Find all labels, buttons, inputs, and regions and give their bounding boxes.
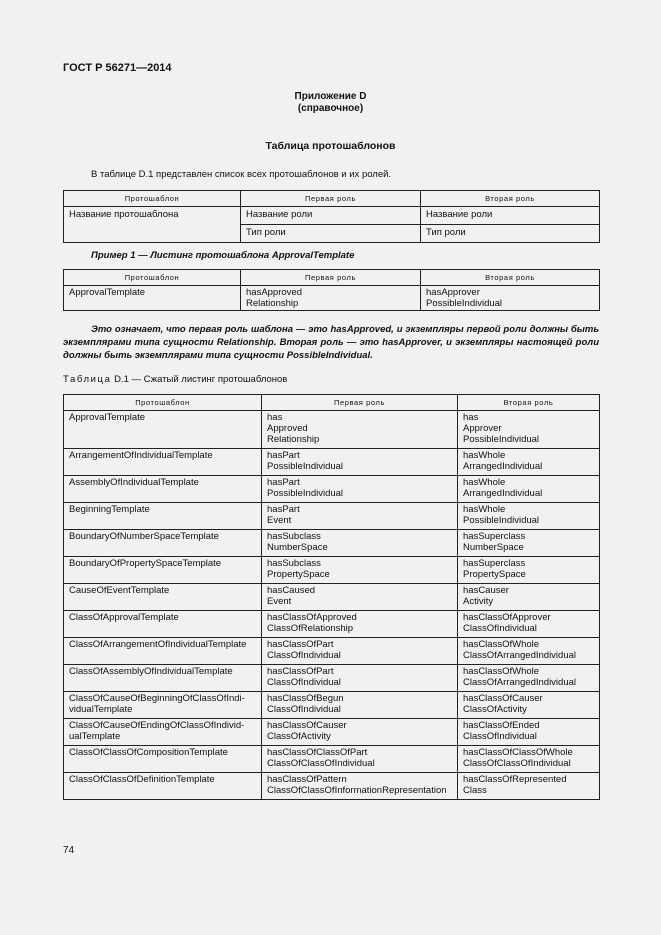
- table-cell: Название роли: [421, 207, 600, 225]
- table-cell: hasClassOfCauser ClassOfActivity: [458, 692, 600, 719]
- table-cell: hasSuperclass PropertySpace: [458, 557, 600, 584]
- column-header: Первая роль: [241, 191, 421, 207]
- page-number: 74: [63, 845, 75, 856]
- appendix-subtitle: (справочное): [297, 103, 364, 114]
- table-row: [64, 665, 600, 692]
- roles-table: [63, 190, 600, 243]
- caption-text: D.1 — Сжатый листинг протошаблонов: [114, 374, 288, 385]
- column-header: Первая роль: [262, 395, 458, 411]
- table-row: [64, 476, 600, 503]
- table-header-row: [64, 270, 600, 286]
- table-cell: hasApproved Relationship: [241, 286, 421, 311]
- table-cell: hasClassOfPattern ClassOfClassOfInformationRepresentation: [262, 773, 458, 800]
- table-cell: hasClassOfClassOfWhole ClassOfClassOfIndividual: [458, 746, 600, 773]
- column-header: Протошаблон: [64, 270, 241, 286]
- table-cell: BoundaryOfNumberSpaceTemplate: [64, 530, 262, 557]
- table-cell: Тип роли: [241, 225, 421, 243]
- table-cell: hasClassOfWhole ClassOfArrangedIndividual: [458, 665, 600, 692]
- table-row: [64, 746, 600, 773]
- table-row: [64, 557, 600, 584]
- standard-header: ГОСТ Р 56271—2014: [63, 62, 172, 74]
- table-cell: ClassOfClassOfCompositionTemplate: [64, 746, 262, 773]
- templates-table: [63, 394, 600, 800]
- column-header: Протошаблон: [64, 191, 241, 207]
- table-cell: hasClassOfRepresented Class: [458, 773, 600, 800]
- caption-label: Таблица: [63, 374, 112, 385]
- table-cell: ApprovalTemplate: [64, 286, 241, 311]
- table-row: [64, 503, 600, 530]
- section-title: Таблица протошаблонов: [265, 140, 396, 152]
- appendix-heading: [0, 91, 661, 115]
- table-cell: hasClassOfApproved ClassOfRelationship: [262, 611, 458, 638]
- table-row: [64, 692, 600, 719]
- table-cell: hasCauser Activity: [458, 584, 600, 611]
- example-title: Пример 1 — Листинг протошаблона ApprovalTemplate: [91, 250, 355, 261]
- appendix-title: Приложение D: [294, 91, 367, 102]
- table-caption: [63, 374, 287, 385]
- column-header: Протошаблон: [64, 395, 262, 411]
- table-cell: hasSubclass NumberSpace: [262, 530, 458, 557]
- table-cell: hasCaused Event: [262, 584, 458, 611]
- table-cell: ClassOfArrangementOfIndividualTemplate: [64, 638, 262, 665]
- table-header-row: [64, 191, 600, 207]
- table-row: [64, 773, 600, 800]
- table-cell: has Approver PossibleIndividual: [458, 411, 600, 449]
- table-cell: ClassOfCauseOfBeginningOfClassOfIndi- vidualTemplate: [64, 692, 262, 719]
- table-row: [64, 719, 600, 746]
- table-cell: hasClassOfCauser ClassOfActivity: [262, 719, 458, 746]
- table-cell: hasApprover PossibleIndividual: [421, 286, 600, 311]
- table-cell: hasPart PossibleIndividual: [262, 476, 458, 503]
- column-header: Вторая роль: [421, 191, 600, 207]
- table-row: [64, 286, 600, 311]
- table-cell: ClassOfApprovalTemplate: [64, 611, 262, 638]
- table-cell: CauseOfEventTemplate: [64, 584, 262, 611]
- table-cell: hasClassOfBegun ClassOfIndividual: [262, 692, 458, 719]
- table-cell: hasPart PossibleIndividual: [262, 449, 458, 476]
- table-cell: hasClassOfPart ClassOfIndividual: [262, 638, 458, 665]
- table-cell: hasClassOfClassOfPart ClassOfClassOfIndividual: [262, 746, 458, 773]
- table-cell: hasSubclass PropertySpace: [262, 557, 458, 584]
- table-row: [64, 530, 600, 557]
- table-cell: hasClassOfApprover ClassOfIndividual: [458, 611, 600, 638]
- intro-text: В таблице D.1 представлен список всех протошаблонов и их ролей.: [91, 169, 392, 180]
- table-cell: ArrangementOfIndividualTemplate: [64, 449, 262, 476]
- table-row: [64, 584, 600, 611]
- table-cell: BeginningTemplate: [64, 503, 262, 530]
- table-header-row: [64, 395, 600, 411]
- table-cell: Тип роли: [421, 225, 600, 243]
- table-row: [64, 611, 600, 638]
- table-cell: hasClassOfPart ClassOfIndividual: [262, 665, 458, 692]
- table-cell: AssemblyOfIndividualTemplate: [64, 476, 262, 503]
- table-row: [64, 411, 600, 449]
- column-header: Первая роль: [241, 270, 421, 286]
- table-cell: hasClassOfWhole ClassOfArrangedIndividual: [458, 638, 600, 665]
- table-cell: Название роли: [241, 207, 421, 225]
- table-row: [64, 207, 600, 225]
- table-cell: hasWhole ArrangedIndividual: [458, 449, 600, 476]
- table-cell: hasWhole ArrangedIndividual: [458, 476, 600, 503]
- table-cell: Название протошаблона: [64, 207, 241, 243]
- table-cell: hasPart Event: [262, 503, 458, 530]
- table-cell: BoundaryOfPropertySpaceTemplate: [64, 557, 262, 584]
- table-cell: hasSuperclass NumberSpace: [458, 530, 600, 557]
- table-cell: hasClassOfEnded ClassOfIndividual: [458, 719, 600, 746]
- table-cell: ClassOfAssemblyOfIndividualTemplate: [64, 665, 262, 692]
- column-header: Вторая роль: [458, 395, 600, 411]
- table-cell: ClassOfCauseOfEndingOfClassOfIndivid- ualTemplate: [64, 719, 262, 746]
- table-cell: ClassOfClassOfDefinitionTemplate: [64, 773, 262, 800]
- example-table: [63, 269, 600, 311]
- table-cell: has Approved Relationship: [262, 411, 458, 449]
- explanation-paragraph: Это означает, что первая роль шаблона — это hasApproved, и экземпляры первой роли должны быть экземплярами типа сущности Relationship. Вторая роль — это hasApprover, и экземпляры настоящей роли должны быть экземплярами типа сущности PossibleIndividual.: [63, 324, 599, 361]
- table-row: [64, 449, 600, 476]
- table-row: [64, 638, 600, 665]
- table-cell: ApprovalTemplate: [64, 411, 262, 449]
- table-cell: hasWhole PossibleIndividual: [458, 503, 600, 530]
- column-header: Вторая роль: [421, 270, 600, 286]
